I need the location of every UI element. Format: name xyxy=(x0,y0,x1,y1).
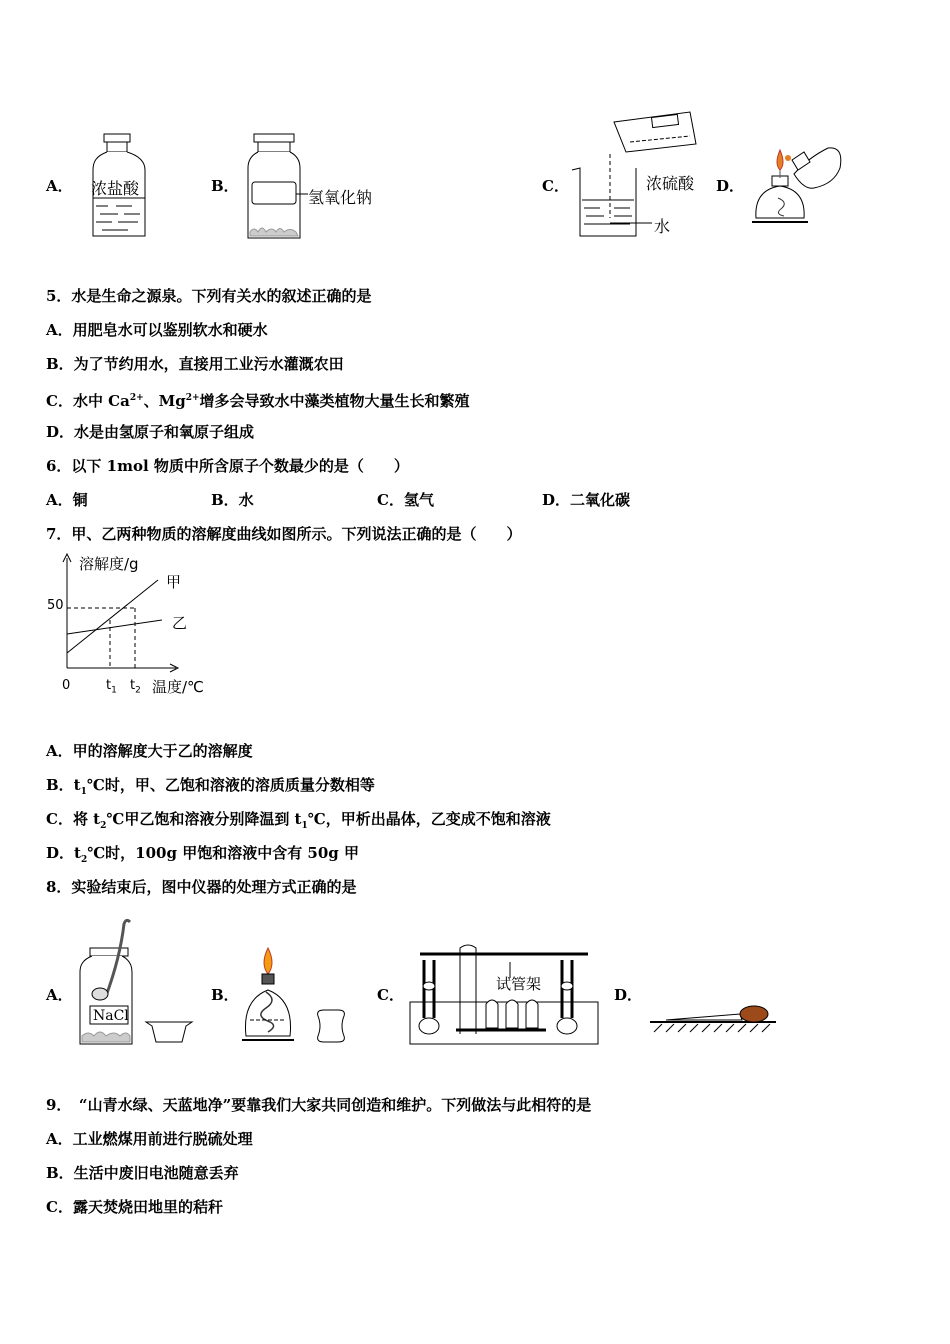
q4-figure-d-lamp-lighting xyxy=(748,138,848,234)
q4-label-naoh: 氢氧化钠 xyxy=(308,188,373,207)
q9-option-b: B．生活中废旧电池随意丢弃 xyxy=(46,1164,239,1182)
q7-option-c: C．将 $t_2℃$甲乙饱和溶液分别降温到 $t_1℃$，甲析出晶体，乙变成不饱和溶液 xyxy=(46,810,551,831)
q7-option-b: B．$t_1℃$时，甲、乙饱和溶液的溶质质量分数相等 xyxy=(46,776,375,797)
q7-chart-ylabel: 溶解度/g xyxy=(79,555,139,573)
q9-option-a: A．工业燃煤用前进行脱硫处理 xyxy=(46,1130,253,1148)
q8-label-nacl: NaCl xyxy=(93,1008,129,1024)
q8-label-rack: 试管架 xyxy=(496,975,542,993)
q4-option-a-label: A． xyxy=(46,177,73,195)
q8-figure-a-nacl-bottle-spoon xyxy=(76,918,200,1052)
q7-chart-tick-t1: $t_1$ xyxy=(106,678,117,696)
q4-option-c-label: C． xyxy=(542,177,569,195)
q6-option-a: A．铜 xyxy=(46,491,88,509)
q5-option-c: C．水中 $Ca^{2+}$、$Mg^{2+}$增多会导致水中藻类植物大量生长和繁殖 xyxy=(46,392,470,410)
q8-option-a-label: A． xyxy=(46,986,73,1004)
q4-label-conc-hcl: 浓盐酸 xyxy=(91,179,140,198)
q5-option-a: A．用肥皂水可以鉴别软水和硬水 xyxy=(46,321,268,339)
q7-chart-origin: 0 xyxy=(62,678,71,693)
q8-figure-b-alcohol-lamp xyxy=(238,940,358,1048)
q6-option-d: D．二氧化碳 xyxy=(542,491,631,509)
curve-jia xyxy=(67,580,158,653)
q4-label-water: 水 xyxy=(654,217,671,236)
q7-option-a: A．甲的溶解度大于乙的溶解度 xyxy=(46,742,253,760)
q7-chart-tick-t2: $t_2$ xyxy=(130,678,141,696)
q9-option-c: C．露天焚烧田地里的秸秆 xyxy=(46,1198,223,1216)
q6-option-c: C．氢气 xyxy=(377,491,434,509)
q7-chart-tick-50: 50 xyxy=(47,598,64,613)
q8-figure-d-dropper-on-table xyxy=(648,1000,778,1034)
q6-option-b: B．水 xyxy=(211,491,254,509)
q4-option-d-label: D． xyxy=(716,177,745,195)
q4-figure-c-dilution xyxy=(570,108,720,243)
q7-option-d: D．$t_2℃$时，100g 甲饱和溶液中含有 50g 甲 xyxy=(46,844,360,865)
q7-stem: 7．甲、乙两种物质的溶解度曲线如图所示。下列说法正确的是（ ） xyxy=(46,525,522,543)
q4-option-b-label: B． xyxy=(211,177,239,195)
q5-option-d: D．水是由氢原子和氧原子组成 xyxy=(46,423,255,441)
q8-option-b-label: B． xyxy=(211,986,239,1004)
q8-stem: 8．实验结束后，图中仪器的处理方式正确的是 xyxy=(46,878,357,896)
q5-stem: 5．水是生命之源泉。下列有关水的叙述正确的是 xyxy=(46,287,372,305)
q8-option-c-label: C． xyxy=(377,986,404,1004)
q7-chart-legend-jia: 甲 xyxy=(166,573,182,591)
q7-chart-xlabel: 温度/℃ xyxy=(152,678,204,696)
q8-option-d-label: D． xyxy=(614,986,643,1004)
q5-option-b: B．为了节约用水，直接用工业污水灌溉农田 xyxy=(46,355,344,373)
q7-chart-legend-yi: 乙 xyxy=(172,614,188,632)
curve-yi xyxy=(67,620,162,634)
q9-stem: 9． “山青水绿、天蓝地净”要靠我们大家共同创造和维护。下列做法与此相符的是 xyxy=(46,1096,592,1114)
q4-label-conc-h2so4: 浓硫酸 xyxy=(646,174,695,193)
q6-stem: 6．以下 1mol 物质中所含原子个数最少的是（ ） xyxy=(46,457,409,475)
